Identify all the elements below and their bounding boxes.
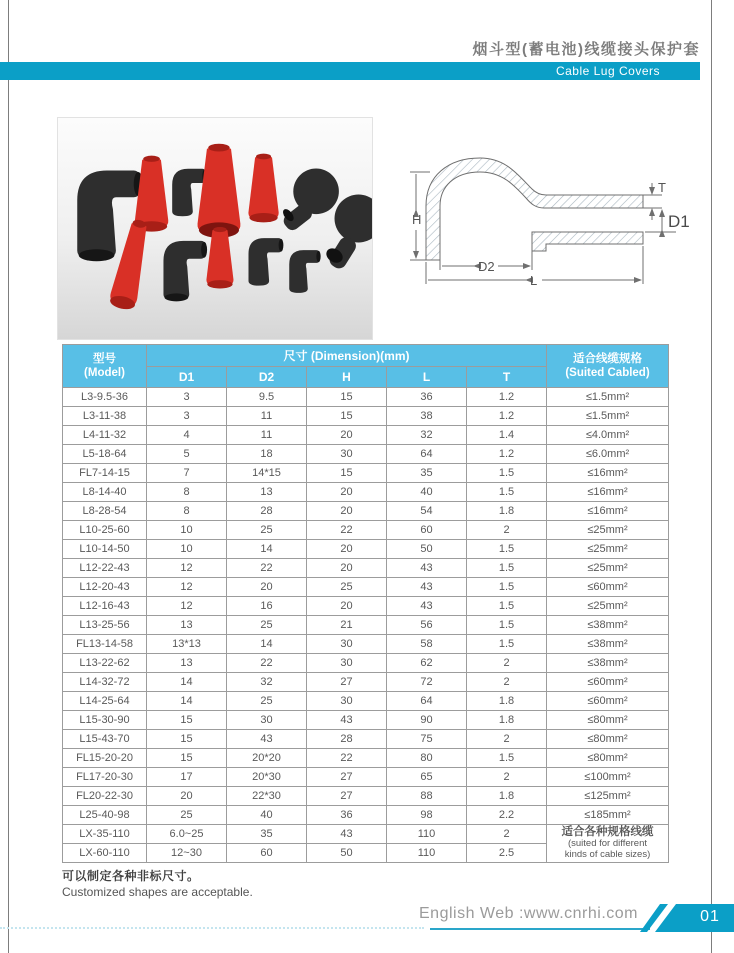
cell-t: 1.5: [467, 559, 547, 578]
cell-l: 72: [387, 673, 467, 692]
cell-d1: 12~30: [147, 844, 227, 863]
cell-model: FL13-14-58: [63, 635, 147, 654]
cell-model: L15-43-70: [63, 730, 147, 749]
table-row: [63, 464, 669, 483]
cell-model: L12-20-43: [63, 578, 147, 597]
cell-d1: 4: [147, 426, 227, 445]
cell-d1: 6.0~25: [147, 825, 227, 844]
cable-cover-item: [163, 241, 207, 301]
cell-l: 40: [387, 483, 467, 502]
section-bar: [0, 62, 700, 80]
cell-suited: ≤60mm²: [547, 673, 669, 692]
cell-model: L14-32-72: [63, 673, 147, 692]
cell-suited: ≤25mm²: [547, 597, 669, 616]
table-row: [63, 597, 669, 616]
cell-d2: 40: [227, 806, 307, 825]
cell-d2: 20: [227, 578, 307, 597]
dim-label-t: T: [658, 180, 666, 195]
cell-l: 56: [387, 616, 467, 635]
table-row: [63, 673, 669, 692]
cell-suited: ≤80mm²: [547, 749, 669, 768]
cell-d2: 35: [227, 825, 307, 844]
cell-h: 20: [307, 502, 387, 521]
cell-d1: 13*13: [147, 635, 227, 654]
suited-merged-en1: (suited for different: [567, 838, 648, 850]
product-photo: [57, 117, 373, 340]
cell-model: L14-25-64: [63, 692, 147, 711]
page-number: 01: [700, 908, 720, 925]
footer-website: English Web :www.cnrhi.com: [419, 905, 638, 922]
table-row: [63, 749, 669, 768]
col-header-model: [63, 345, 147, 388]
cell-l: 62: [387, 654, 467, 673]
cell-model: L12-22-43: [63, 559, 147, 578]
cell-h: 30: [307, 654, 387, 673]
cell-d1: 13: [147, 616, 227, 635]
cell-d1: 5: [147, 445, 227, 464]
cell-t: 2: [467, 673, 547, 692]
cell-d2: 14*15: [227, 464, 307, 483]
cell-d2: 13: [227, 483, 307, 502]
cell-d2: 9.5: [227, 388, 307, 407]
cell-model: L3-9.5-36: [63, 388, 147, 407]
cell-l: 75: [387, 730, 467, 749]
cell-model: LX-35-110: [63, 825, 147, 844]
col-header-d1: D1: [147, 367, 227, 388]
cell-d2: 25: [227, 521, 307, 540]
cell-model: LX-60-110: [63, 844, 147, 863]
cell-d2: 11: [227, 407, 307, 426]
cell-t: 1.5: [467, 597, 547, 616]
table-row: [63, 654, 669, 673]
cell-model: L13-25-56: [63, 616, 147, 635]
cell-l: 98: [387, 806, 467, 825]
cell-d1: 13: [147, 654, 227, 673]
table-body: [63, 388, 669, 863]
cell-model: FL17-20-30: [63, 768, 147, 787]
cell-d1: 7: [147, 464, 227, 483]
cell-l: 65: [387, 768, 467, 787]
cell-d1: 17: [147, 768, 227, 787]
footer-dotted-rule: [0, 927, 424, 929]
cell-suited: ≤16mm²: [547, 502, 669, 521]
col-header-suited: [547, 345, 669, 388]
cell-h: 20: [307, 597, 387, 616]
cell-d1: 14: [147, 673, 227, 692]
section-bar-label: Cable Lug Covers: [555, 64, 660, 78]
cell-suited: ≤38mm²: [547, 616, 669, 635]
cell-d1: 8: [147, 483, 227, 502]
cell-l: 88: [387, 787, 467, 806]
dimension-diagram: [396, 142, 696, 300]
spec-table: [62, 344, 669, 863]
cell-suited: ≤125mm²: [547, 787, 669, 806]
cell-d1: 12: [147, 578, 227, 597]
cell-l: 60: [387, 521, 467, 540]
custom-note-en: Customized shapes are acceptable.: [62, 885, 253, 899]
custom-note: [62, 867, 253, 899]
table-row: [63, 445, 669, 464]
cell-l: 38: [387, 407, 467, 426]
page-title: 烟斗型(蓄电池)线缆接头保护套: [472, 41, 700, 58]
col-header-dimension: 尺寸 (Dimension)(mm): [147, 345, 547, 367]
cell-suited: ≤38mm²: [547, 635, 669, 654]
cell-d2: 14: [227, 540, 307, 559]
cell-suited: ≤60mm²: [547, 692, 669, 711]
cell-l: 64: [387, 445, 467, 464]
cell-d2: 16: [227, 597, 307, 616]
cell-l: 110: [387, 825, 467, 844]
cell-d1: 3: [147, 388, 227, 407]
table-row: [63, 787, 669, 806]
cell-l: 80: [387, 749, 467, 768]
table-row: [63, 730, 669, 749]
cell-d1: 14: [147, 692, 227, 711]
cell-h: 21: [307, 616, 387, 635]
cell-t: 1.5: [467, 749, 547, 768]
cell-d2: 22: [227, 559, 307, 578]
table-row: [63, 483, 669, 502]
cell-model: FL20-22-30: [63, 787, 147, 806]
cell-d2: 14: [227, 635, 307, 654]
cell-t: 1.5: [467, 464, 547, 483]
cell-suited: ≤185mm²: [547, 806, 669, 825]
col-header-h: H: [307, 367, 387, 388]
cell-h: 27: [307, 768, 387, 787]
dim-label-h: H: [412, 212, 422, 227]
cell-model: L12-16-43: [63, 597, 147, 616]
cell-d1: 15: [147, 749, 227, 768]
cell-h: 20: [307, 483, 387, 502]
cable-cover-item: [108, 217, 153, 311]
cell-d2: 43: [227, 730, 307, 749]
cell-model: L13-22-62: [63, 654, 147, 673]
cell-t: 1.2: [467, 407, 547, 426]
col-header-l: L: [387, 367, 467, 388]
cell-t: 1.2: [467, 445, 547, 464]
custom-note-cn: 可以制定各种非标尺寸。: [62, 869, 200, 883]
suited-merged-en2: kinds of cable sizes): [564, 849, 651, 861]
cell-t: 1.5: [467, 616, 547, 635]
table-row: [63, 825, 669, 844]
cell-h: 20: [307, 426, 387, 445]
cell-h: 22: [307, 521, 387, 540]
cell-t: 1.5: [467, 483, 547, 502]
cell-t: 1.5: [467, 635, 547, 654]
cell-l: 43: [387, 559, 467, 578]
cell-d1: 25: [147, 806, 227, 825]
cell-model: L8-14-40: [63, 483, 147, 502]
cell-l: 58: [387, 635, 467, 654]
cell-d2: 25: [227, 616, 307, 635]
cell-suited: ≤80mm²: [547, 730, 669, 749]
cell-t: 2: [467, 730, 547, 749]
cell-d1: 20: [147, 787, 227, 806]
col-header-t: T: [467, 367, 547, 388]
page-left-rule: [8, 0, 9, 953]
cell-suited: ≤25mm²: [547, 559, 669, 578]
cell-t: 2.2: [467, 806, 547, 825]
model-header-en: (Model): [84, 367, 125, 379]
cell-h: 50: [307, 844, 387, 863]
suited-header-cn: 适合线缆规格: [573, 352, 642, 365]
cell-suited: ≤16mm²: [547, 464, 669, 483]
cell-suited: ≤25mm²: [547, 521, 669, 540]
cell-h: 30: [307, 635, 387, 654]
cell-l: 43: [387, 597, 467, 616]
cell-t: 1.8: [467, 692, 547, 711]
cell-l: 64: [387, 692, 467, 711]
cell-l: 90: [387, 711, 467, 730]
cell-d2: 22: [227, 654, 307, 673]
cell-d2: 25: [227, 692, 307, 711]
table-row: [63, 711, 669, 730]
cell-h: 20: [307, 559, 387, 578]
cell-l: 43: [387, 578, 467, 597]
cell-model: L8-28-54: [63, 502, 147, 521]
cell-d1: 10: [147, 521, 227, 540]
cell-t: 2: [467, 521, 547, 540]
table-row: [63, 540, 669, 559]
cell-t: 1.8: [467, 787, 547, 806]
cell-suited-merged: [547, 825, 669, 863]
cell-suited: ≤1.5mm²: [547, 407, 669, 426]
page-number-badge: [640, 904, 734, 932]
cable-cover-item: [248, 154, 278, 223]
cell-model: L3-11-38: [63, 407, 147, 426]
cell-d2: 28: [227, 502, 307, 521]
dim-label-d1: D1: [668, 212, 690, 231]
cable-cover-item: [289, 250, 320, 293]
cell-d1: 12: [147, 597, 227, 616]
cell-l: 36: [387, 388, 467, 407]
table-row: [63, 559, 669, 578]
cell-h: 30: [307, 692, 387, 711]
table-row: [63, 635, 669, 654]
cell-d2: 30: [227, 711, 307, 730]
cell-suited: ≤4.0mm²: [547, 426, 669, 445]
cell-d2: 60: [227, 844, 307, 863]
cross-section-drawing: [396, 142, 696, 300]
cell-d1: 15: [147, 730, 227, 749]
cell-l: 54: [387, 502, 467, 521]
dim-label-l: L: [530, 273, 538, 288]
table-row: [63, 692, 669, 711]
cell-model: L10-25-60: [63, 521, 147, 540]
cell-d1: 15: [147, 711, 227, 730]
table-row: [63, 578, 669, 597]
cell-model: L5-18-64: [63, 445, 147, 464]
col-header-d2: D2: [227, 367, 307, 388]
cell-h: 20: [307, 540, 387, 559]
cell-suited: ≤25mm²: [547, 540, 669, 559]
cell-d2: 20*20: [227, 749, 307, 768]
table-row: [63, 426, 669, 445]
cell-h: 15: [307, 388, 387, 407]
cell-d2: 11: [227, 426, 307, 445]
cable-cover-item: [281, 169, 339, 233]
cell-model: L25-40-98: [63, 806, 147, 825]
cell-h: 27: [307, 787, 387, 806]
cell-h: 28: [307, 730, 387, 749]
lower-wall-section: [532, 232, 643, 251]
cell-d1: 12: [147, 559, 227, 578]
cell-l: 35: [387, 464, 467, 483]
cell-suited: ≤100mm²: [547, 768, 669, 787]
cell-d1: 10: [147, 540, 227, 559]
spec-table-wrap: [62, 344, 670, 863]
cell-t: 1.8: [467, 711, 547, 730]
cable-cover-item: [197, 144, 240, 238]
cable-covers-image: [58, 118, 372, 339]
cell-t: 1.5: [467, 578, 547, 597]
cell-suited: ≤1.5mm²: [547, 388, 669, 407]
model-header-cn: 型号: [93, 352, 116, 365]
cell-l: 32: [387, 426, 467, 445]
page-right-rule: [711, 0, 712, 953]
cell-h: 15: [307, 407, 387, 426]
cell-suited: ≤16mm²: [547, 483, 669, 502]
cell-t: 2.5: [467, 844, 547, 863]
cell-d1: 8: [147, 502, 227, 521]
cell-model: FL15-20-20: [63, 749, 147, 768]
cell-h: 30: [307, 445, 387, 464]
cell-suited: ≤38mm²: [547, 654, 669, 673]
cell-model: L4-11-32: [63, 426, 147, 445]
cell-h: 36: [307, 806, 387, 825]
suited-header-en: (Suited Cabled): [565, 367, 650, 379]
cell-d2: 18: [227, 445, 307, 464]
table-row: [63, 388, 669, 407]
footer-underline: [430, 928, 650, 930]
table-row: [63, 407, 669, 426]
cell-h: 43: [307, 711, 387, 730]
cell-l: 110: [387, 844, 467, 863]
cell-t: 1.5: [467, 540, 547, 559]
cell-model: L15-30-90: [63, 711, 147, 730]
cell-t: 1.4: [467, 426, 547, 445]
table-row: [63, 616, 669, 635]
cell-l: 50: [387, 540, 467, 559]
cell-t: 1.2: [467, 388, 547, 407]
cell-t: 1.8: [467, 502, 547, 521]
table-row: [63, 521, 669, 540]
cell-d1: 3: [147, 407, 227, 426]
cell-t: 2: [467, 768, 547, 787]
cell-d2: 20*30: [227, 768, 307, 787]
dim-label-d2: D2: [478, 259, 495, 274]
cell-h: 15: [307, 464, 387, 483]
cell-suited: ≤6.0mm²: [547, 445, 669, 464]
cell-h: 27: [307, 673, 387, 692]
cell-model: FL7-14-15: [63, 464, 147, 483]
cell-t: 2: [467, 825, 547, 844]
cell-d2: 22*30: [227, 787, 307, 806]
cell-suited: ≤80mm²: [547, 711, 669, 730]
cell-d2: 32: [227, 673, 307, 692]
table-row: [63, 502, 669, 521]
cell-model: L10-14-50: [63, 540, 147, 559]
suited-merged-cn: 适合各种规格线缆: [561, 825, 654, 838]
table-row: [63, 806, 669, 825]
cell-h: 22: [307, 749, 387, 768]
cable-cover-item: [248, 238, 283, 286]
cell-suited: ≤60mm²: [547, 578, 669, 597]
cell-h: 25: [307, 578, 387, 597]
cell-t: 2: [467, 654, 547, 673]
cell-h: 43: [307, 825, 387, 844]
table-row: [63, 768, 669, 787]
